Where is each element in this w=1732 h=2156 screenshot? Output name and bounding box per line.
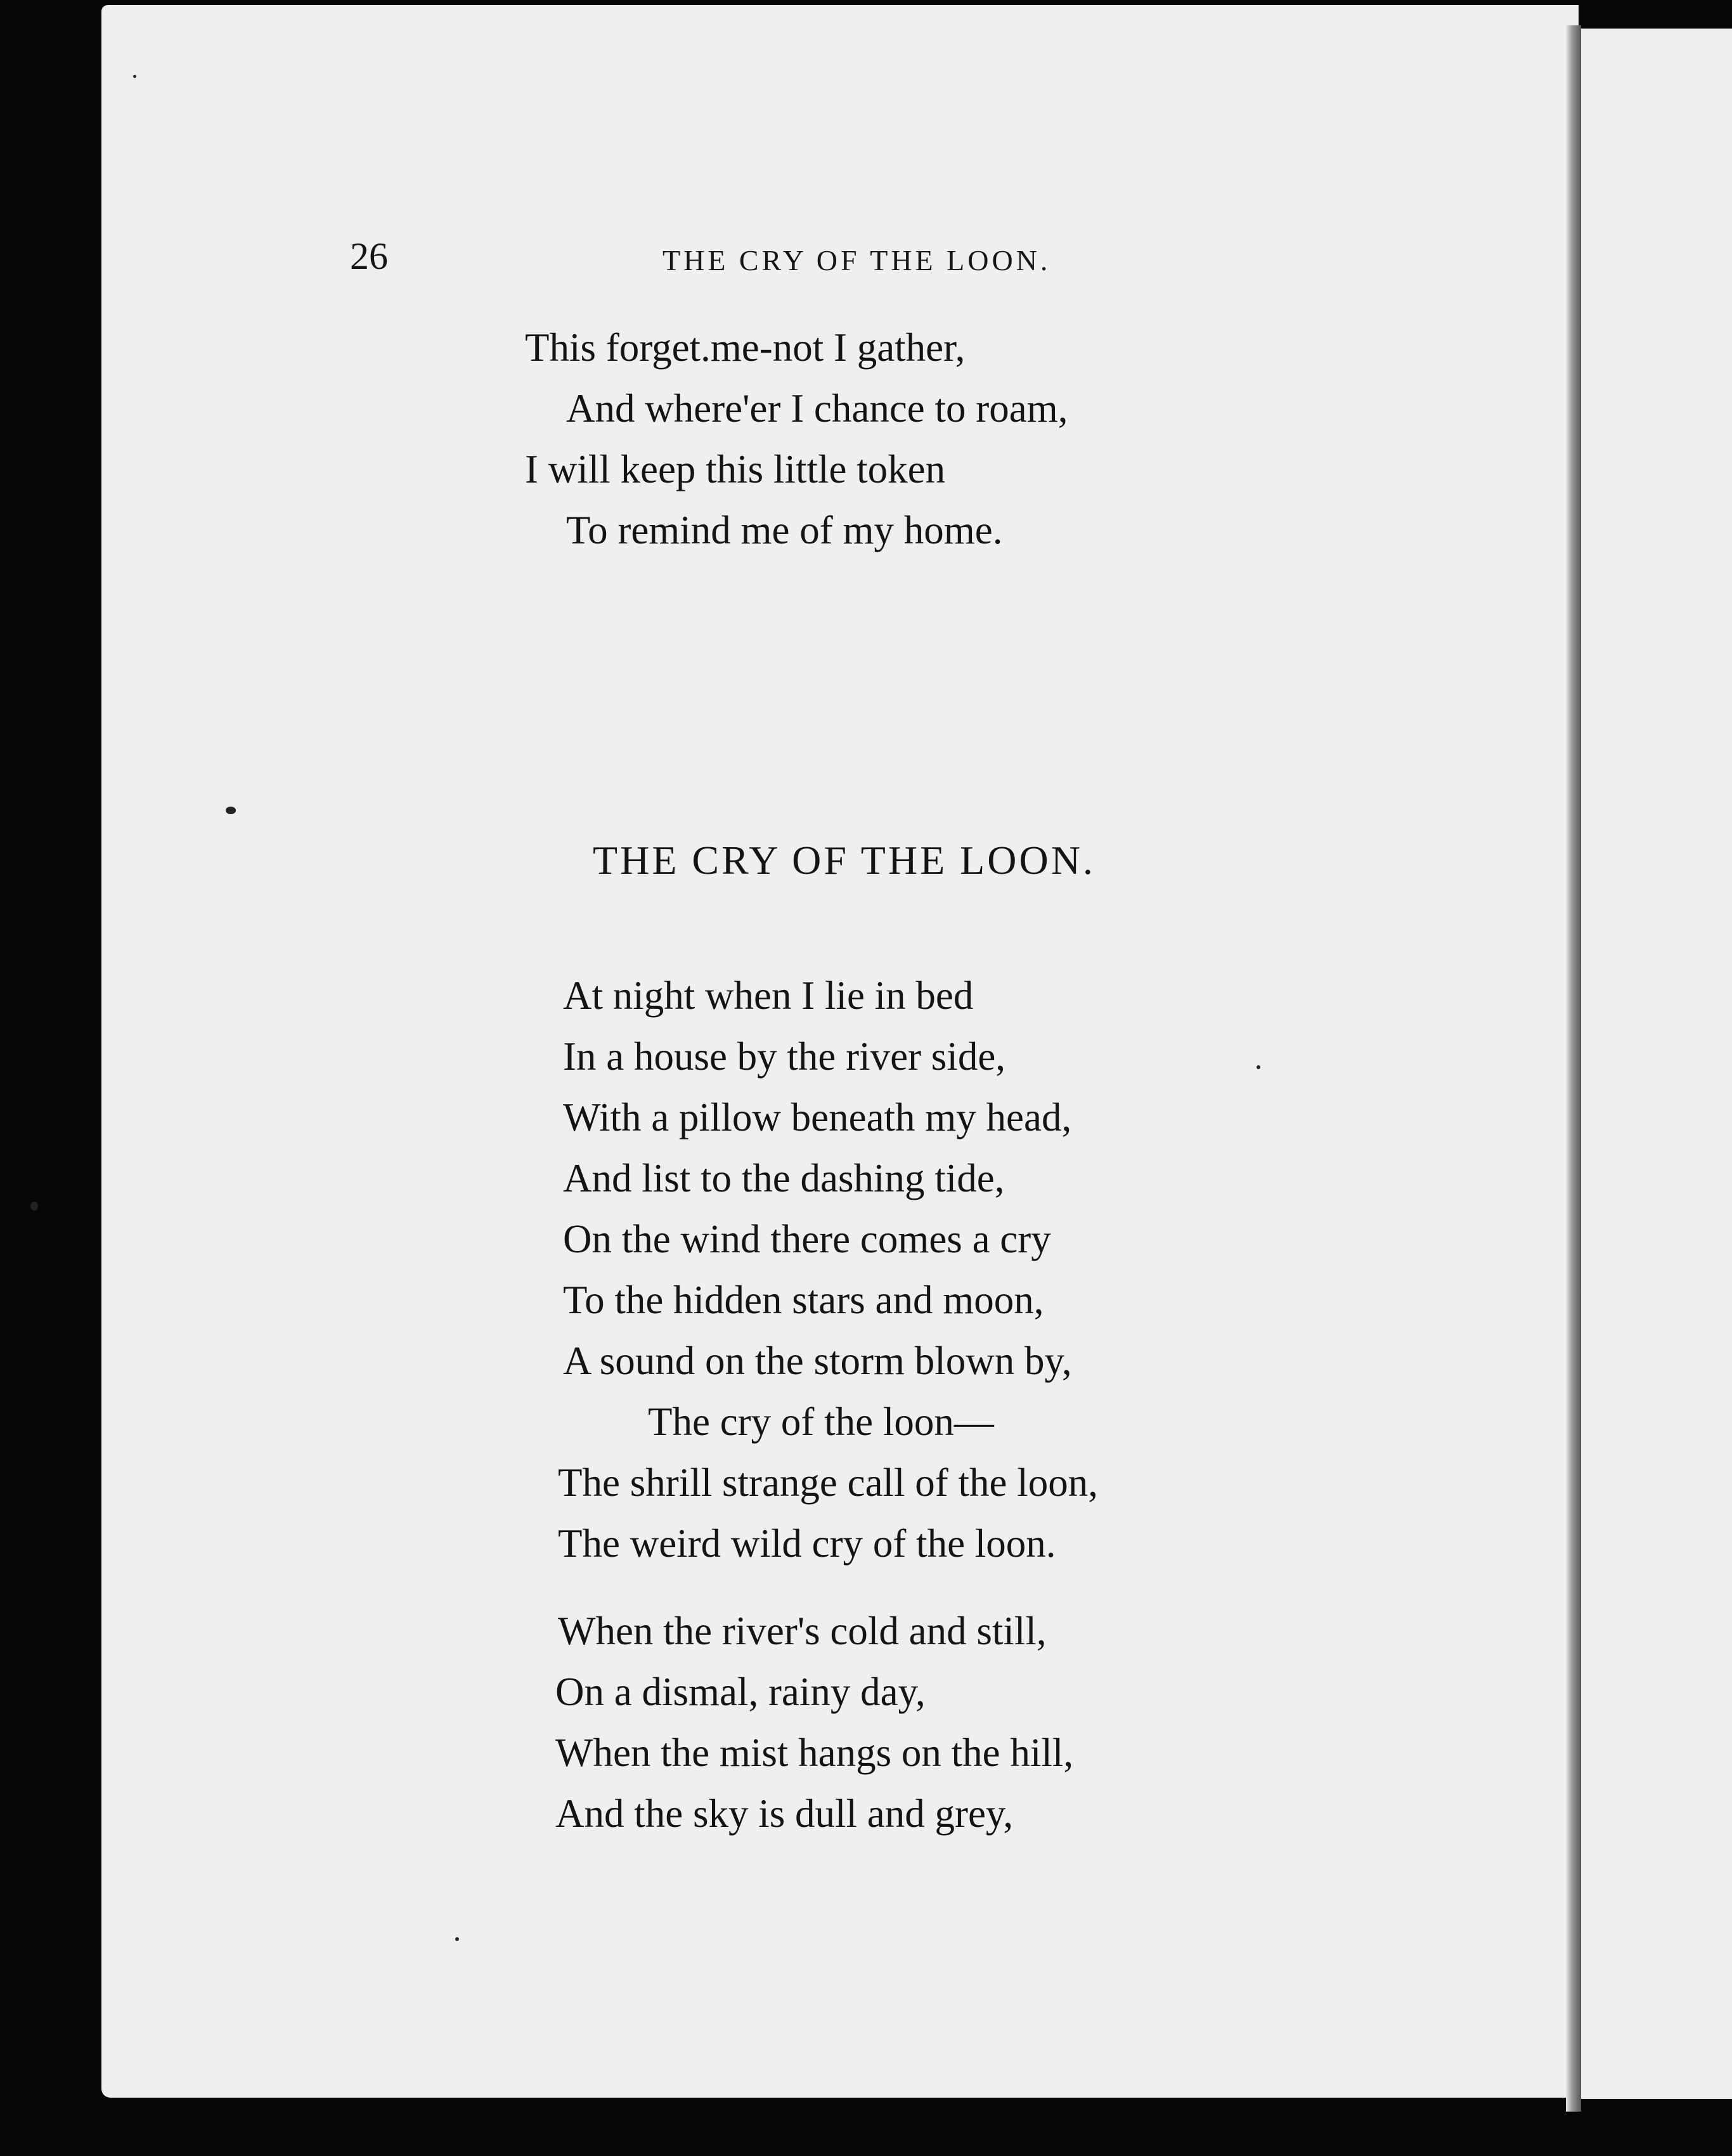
verse-line: To the hidden stars and moon, bbox=[563, 1278, 1044, 1322]
facing-page-edge bbox=[1581, 29, 1732, 2099]
ink-speck bbox=[30, 1202, 38, 1211]
verse-line: And list to the dashing tide, bbox=[563, 1156, 1005, 1200]
verse-line: This forget.me-not I gather, bbox=[525, 325, 966, 370]
verse-line: The shrill strange call of the loon, bbox=[558, 1460, 1099, 1505]
verse-line: At night when I lie in bed bbox=[563, 973, 974, 1018]
running-title: THE CRY OF THE LOON. bbox=[662, 244, 1051, 276]
verse-line: To remind me of my home. bbox=[566, 508, 1003, 552]
running-head bbox=[0, 235, 1732, 285]
verse-line: On the wind there comes a cry bbox=[563, 1217, 1051, 1261]
verse-line: On a dismal, rainy day, bbox=[555, 1670, 926, 1714]
verse-line-indented: The cry of the loon— bbox=[648, 1399, 994, 1444]
verse-line: In a house by the river side, bbox=[563, 1034, 1006, 1079]
page-number: 26 bbox=[350, 235, 388, 277]
book-gutter bbox=[1566, 25, 1581, 2112]
verse-line: And the sky is dull and grey, bbox=[555, 1791, 1014, 1836]
ink-speck bbox=[1257, 1065, 1260, 1069]
verse-line: A sound on the storm blown by, bbox=[563, 1339, 1072, 1383]
ink-speck bbox=[133, 75, 136, 78]
verse-line: And where'er I chance to roam, bbox=[566, 386, 1068, 431]
verse-line: With a pillow beneath my head, bbox=[563, 1095, 1072, 1140]
ink-speck bbox=[226, 807, 236, 814]
poem-title: THE CRY OF THE LOON. bbox=[593, 838, 1095, 883]
verse-line: When the river's cold and still, bbox=[558, 1609, 1047, 1653]
verse-line: The weird wild cry of the loon. bbox=[558, 1521, 1056, 1566]
ink-speck bbox=[455, 1937, 459, 1941]
verse-line: I will keep this little token bbox=[525, 447, 946, 491]
verse-line: When the mist hangs on the hill, bbox=[555, 1731, 1074, 1775]
